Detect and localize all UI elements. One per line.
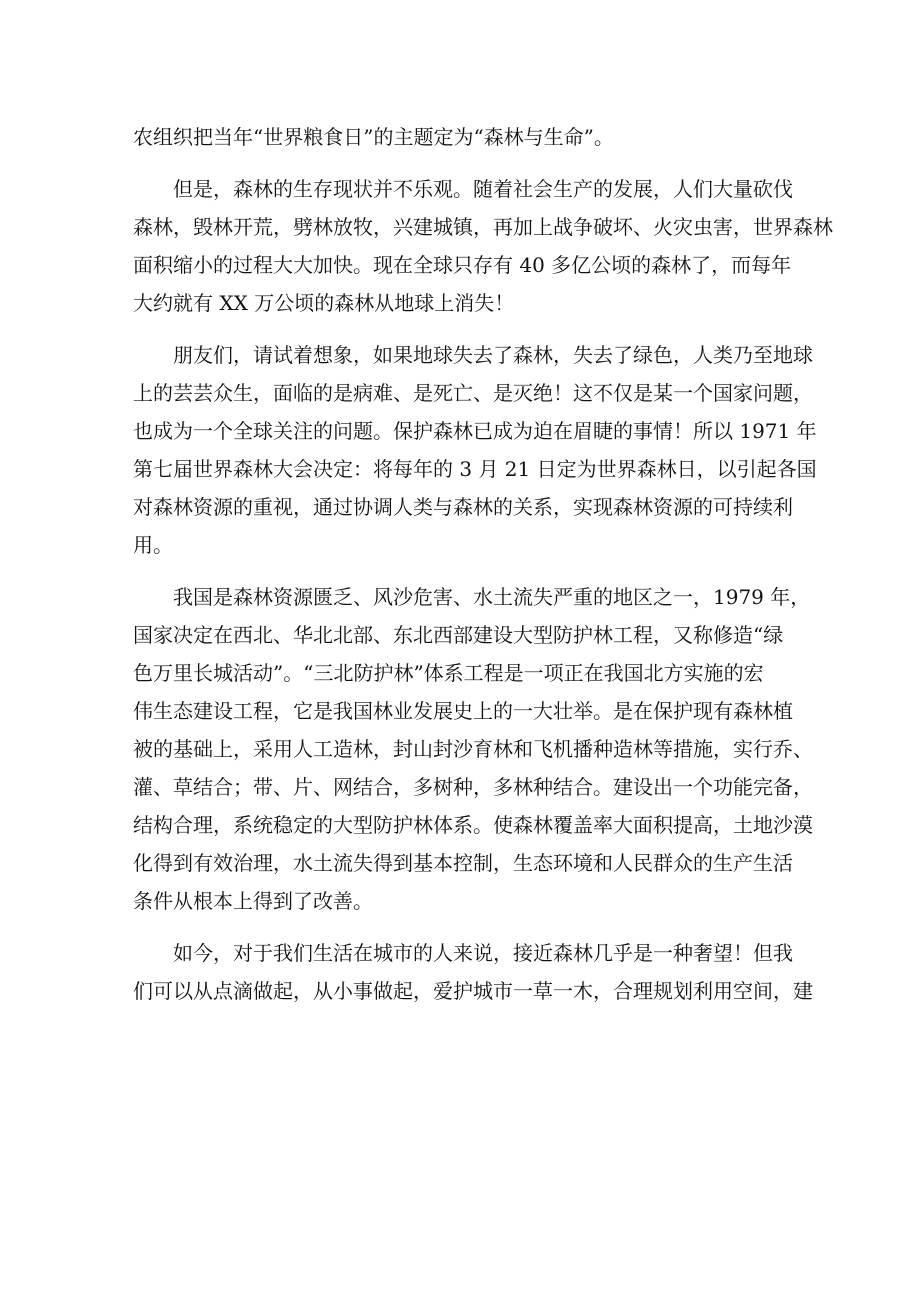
text-line: 化得到有效治理，水土流失得到基本控制，生态环境和人民群众的生产生活	[133, 851, 793, 875]
text-line: 农组织把当年“世界粮食日”的主题定为“森林与生命”。	[133, 125, 614, 149]
paragraph-3	[133, 336, 817, 564]
paragraph-2	[133, 170, 833, 322]
text-line: 朋友们，请试着想象，如果地球失去了森林，失去了绿色，人类乃至地球	[133, 343, 813, 367]
text-line: 大约就有 XX 万公顷的森林从地球上消失！	[133, 291, 515, 315]
paragraph-1	[133, 118, 793, 156]
document-body	[133, 118, 833, 1010]
text-line: 国家决定在西北、华北北部、东北西部建设大型防护林工程，又称修造“绿	[133, 623, 784, 647]
text-line: 们可以从点滴做起，从小事做起，爱护城市一草一木，合理规划利用空间，建	[133, 979, 813, 1003]
text-line: 对森林资源的重视，通过协调人类与森林的关系，实现森林资源的可持续利	[133, 495, 793, 519]
text-line: 伟生态建设工程，它是我国林业发展史上的一大壮举。是在保护现有森林植	[133, 699, 793, 723]
text-line: 但是，森林的生存现状并不乐观。随着社会生产的发展，人们大量砍伐	[133, 177, 793, 201]
text-line: 上的芸芸众生，面临的是病难、是死亡、是灭绝！这不仅是某一个国家问题，	[133, 381, 813, 405]
text-line: 面积缩小的过程大大加快。现在全球只存有 40 多亿公顷的森林了，而每年	[133, 253, 792, 277]
text-line: 色万里长城活动”。“三北防护林”体系工程是一项正在我国北方实施的宏	[133, 661, 764, 685]
text-line: 结构合理，系统稳定的大型防护林体系。使森林覆盖率大面积提高，土地沙漠	[133, 813, 813, 837]
text-line: 用。	[133, 533, 173, 557]
text-line: 我国是森林资源匮乏、风沙危害、水土流失严重的地区之一，1979 年，	[133, 585, 811, 609]
paragraph-4	[133, 578, 813, 920]
text-line: 第七届世界森林大会决定：将每年的 3 月 21 日定为世界森林日，以引起各国	[133, 457, 817, 481]
paragraph-5	[133, 934, 813, 1010]
text-line: 灌、草结合；带、片、网结合，多树种，多林种结合。建设出一个功能完备，	[133, 775, 813, 799]
text-line: 条件从根本上得到了改善。	[133, 889, 373, 913]
text-line: 如今，对于我们生活在城市的人来说，接近森林几乎是一种奢望！但我	[133, 941, 793, 965]
text-line: 被的基础上，采用人工造林，封山封沙育林和飞机播种造林等措施，实行乔、	[133, 737, 813, 761]
text-line: 也成为一个全球关注的问题。保护森林已成为迫在眉睫的事情！所以 1971 年	[133, 419, 817, 443]
text-line: 森林，毁林开荒，劈林放牧，兴建城镇，再加上战争破坏、火灾虫害，世界森林	[133, 215, 833, 239]
